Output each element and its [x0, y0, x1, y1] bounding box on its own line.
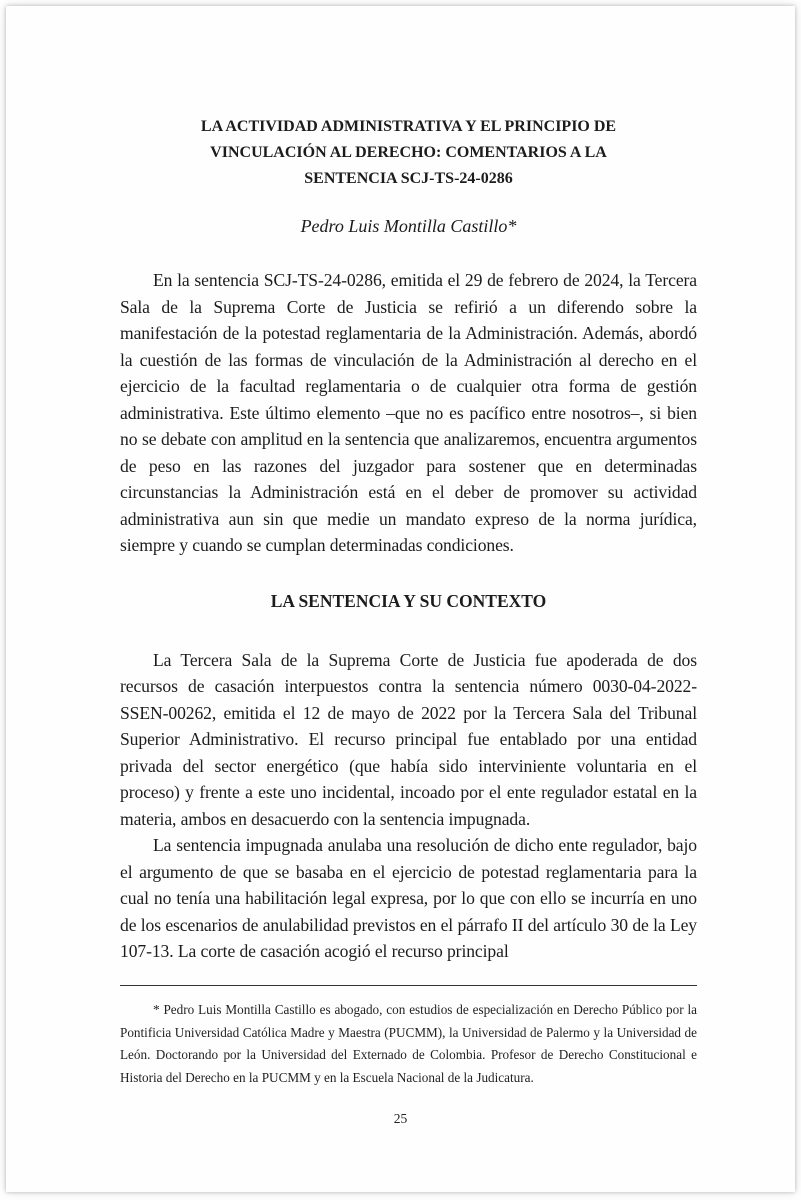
footnote: * Pedro Luis Montilla Castillo es abogado, con estudios de especialización en Derecho Público por la Pontificia Universidad Católica Madre y Maestra (PUCMM), la Universidad de Palermo y la Universidad de León. Doctorando por la Universidad del Externado de Colombia. Profesor de Derecho Constitucional e Historia del Derecho en la PUCMM y en la Escuela Nacional de la Judicatura.	[120, 1002, 697, 1085]
author-name: Pedro Luis Montilla Castillo*	[300, 216, 517, 236]
article-title	[120, 114, 697, 192]
section-heading: LA SENTENCIA Y SU CONTEXTO	[270, 590, 547, 611]
page-number: 25	[393, 1111, 408, 1126]
title-line: LA ACTIVIDAD ADMINISTRATIVA Y EL PRINCIPIO DE	[200, 118, 617, 135]
page-content	[120, 114, 697, 965]
title-line: VINCULACIÓN AL DERECHO: COMENTARIOS A LA	[210, 144, 607, 161]
body-paragraph: La Tercera Sala de la Suprema Corte de Justicia fue apoderada de dos recursos de casación interpuestos contra la sentencia número 0030-04-2022-SSEN-00262, emitida el 12 de mayo de 2022 por la Tercera Sala del Tribunal Superior Administrativo. El recurso principal fue entablado por una entidad privada del sector energético (que había sido interviniente voluntaria en el proceso) y frente a este uno incidental, incoado por el ente regulador estatal en la materia, ambos en desacuerdo con la sentencia impugnada.	[120, 649, 697, 829]
title-line: SENTENCIA SCJ-TS-24-0286	[304, 170, 513, 187]
footnote-divider	[120, 985, 697, 986]
intro-paragraph: En la sentencia SCJ-TS-24-0286, emitida el 29 de febrero de 2024, la Tercera Sala de la Suprema Corte de Justicia se refirió a un diferendo sobre la manifestación de la potestad reglamentaria de la Administración. Además, abordó la cuestión de las formas de vinculación de la Administración al derecho en el ejercicio de la facultad reglamentaria o de cualquier otra forma de gestión administrativa. Este último elemento –que no es pacífico entre nosotros–, si bien no se debate con amplitud en la sentencia que analizaremos, encuentra argumentos de peso en las razones del juzgador para sostener que en determinadas circunstancias la Administración está en el deber de promover su actividad administrativa aun sin que medie un mandato expreso de la norma jurídica, siempre y cuando se cumplan determinadas condiciones.	[120, 270, 697, 555]
body-paragraph: La sentencia impugnada anulaba una resolución de dicho ente regulador, bajo el argumento de que se basaba en el ejercicio de potestad reglamentaria para la cual no tenía una habilitación legal expresa, por lo que con ello se incurría en uno de los escenarios de anulabilidad previstos en el párrafo II del artículo 30 de la Ley 107-13. La corte de casación acogió el recurso principal	[120, 835, 697, 961]
